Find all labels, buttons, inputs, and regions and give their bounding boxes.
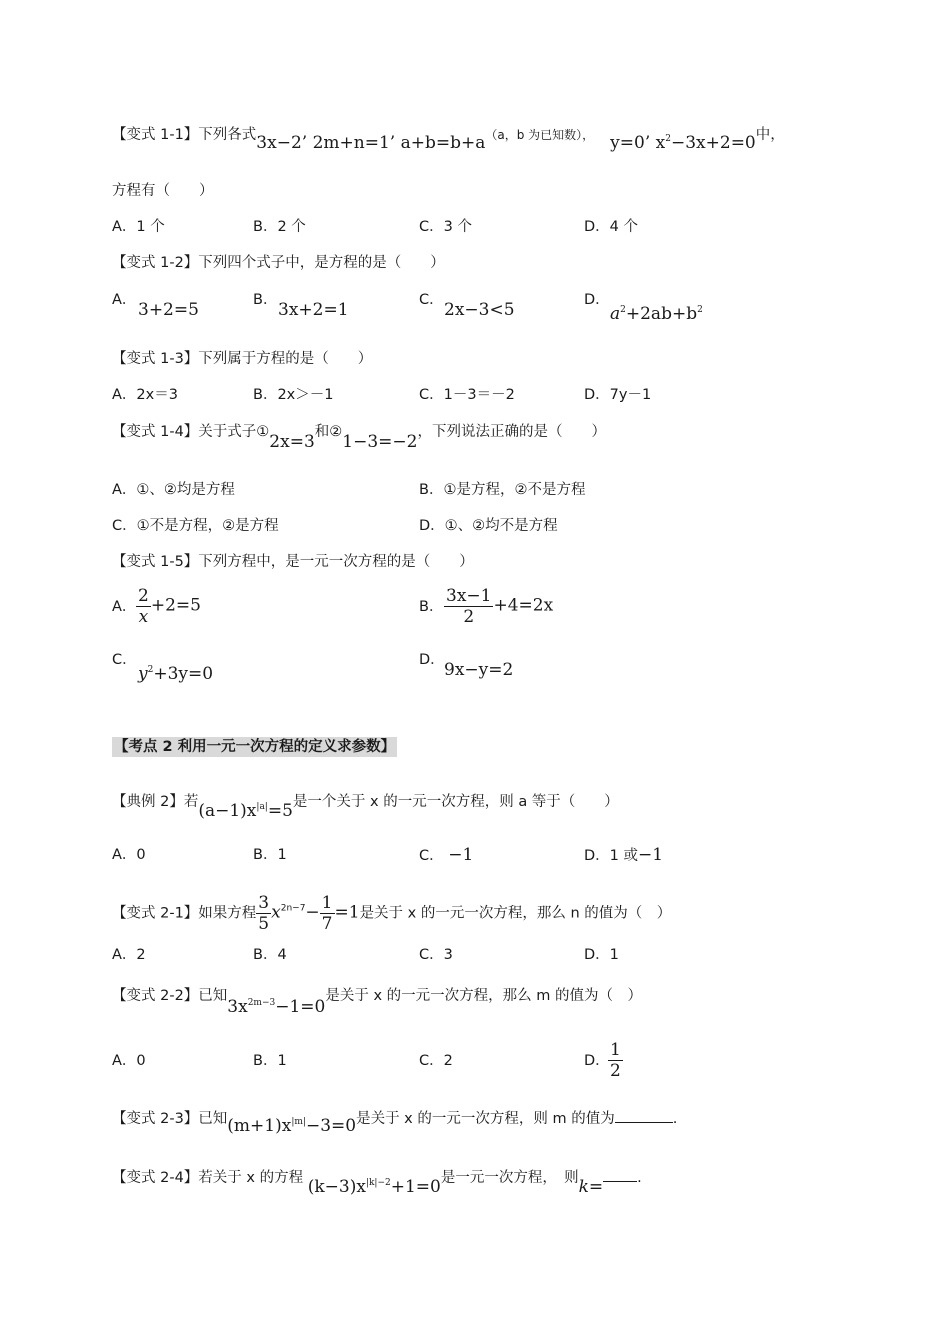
option-b: B． — [419, 599, 444, 615]
variant-tag: 【变式 1-2】 — [112, 255, 199, 271]
variant-tag: 【变式 1-3】 — [112, 351, 199, 367]
option-a: A．2x＝3 — [112, 387, 178, 403]
option-b: B．2x＞－1 — [253, 387, 334, 403]
variant-tag: 【变式 1-1】 — [112, 127, 199, 143]
option-b: B．2 个 — [253, 219, 306, 235]
math-expr: $(a-1)x^{|a|}=5$ — [198, 801, 293, 821]
option-d: D．4 个 — [584, 219, 638, 235]
variant-2-2-line: 【变式 2-2】已知$3x^{2m-3}-1=0$是关于 x 的一元一次方程，那么 m 的值为（ ） — [112, 988, 642, 1017]
answer-blank[interactable] — [603, 1167, 637, 1182]
variant-1-1-line: 【变式 1-1】下列各式3x−2’ 2m+n=1’ a+b=b+a（a，b 为已知数）， y=0’ $x^2-3x+2=0$中， — [112, 127, 785, 153]
math-expr: y=0 — [610, 133, 645, 153]
math-expr: 2x=3 — [269, 432, 315, 452]
option-c: C． −1 — [419, 845, 474, 865]
option-c: C．①不是方程，②是方程 — [112, 518, 279, 534]
math-expr: 3x−2 — [256, 133, 302, 153]
variant-tag: 【变式 2-3】 — [112, 1111, 199, 1127]
fraction: $\frac{1}{7}$ — [321, 893, 333, 934]
option-a: A． — [112, 599, 137, 615]
option-a: A．①、②均是方程 — [112, 482, 235, 498]
option-d: D．1 — [584, 947, 619, 963]
option-d: D．1 或−1 — [584, 845, 664, 865]
option-b: B． — [253, 292, 278, 308]
option-c: C．2 — [419, 1053, 453, 1069]
option-c: C．3 个 — [419, 219, 472, 235]
option-a: A．1 个 — [112, 219, 165, 235]
option-c: C．1－3＝－2 — [419, 387, 515, 403]
math-expr: $3x^{2m-3}-1=0$ — [227, 997, 326, 1017]
option-b: B．1 — [253, 847, 287, 863]
option-d: D． — [584, 1053, 610, 1069]
option-d: D．①、②均不是方程 — [419, 518, 558, 534]
variant-1-5-line: 【变式 1-5】下列方程中，是一元一次方程的是（ ） — [112, 554, 474, 570]
variant-tag: 【变式 2-1】 — [112, 905, 199, 922]
option-a: A． — [112, 292, 137, 308]
fraction: $\frac{1}{2}$ — [610, 1040, 621, 1081]
math-expr: 1−3=−2 — [342, 432, 418, 452]
math-expr: $(k-3)x^{|k|-2}+1=0$ — [307, 1177, 441, 1197]
option-d: D．7y－1 — [584, 387, 652, 403]
option-d-expr: $a^2+2ab+b^2$ — [610, 304, 703, 324]
option-d: D． — [584, 292, 610, 308]
variant-2-3-line: 【变式 2-3】已知$(m+1)x^{|m|}-3=0$是关于 x 的一元一次方程，则 m 的值为 . — [112, 1104, 677, 1129]
math-expr: a+b=b+a — [400, 133, 486, 153]
variant-1-2-line: 【变式 1-2】下列四个式子中，是方程的是（ ） — [112, 255, 445, 271]
math-expr: $(m+1)x^{|m|}-3=0$ — [227, 1116, 357, 1136]
variant-tag: 【变式 2-4】 — [112, 1170, 199, 1186]
option-a: A．0 — [112, 1053, 146, 1069]
example-tag: 【典例 2】 — [112, 794, 184, 810]
option-a: A．2 — [112, 947, 146, 963]
option-a-expr: $\frac{2}{x}$ +2=5 — [138, 586, 201, 627]
option-b: B．4 — [253, 947, 287, 963]
option-b: B．1 — [253, 1053, 287, 1069]
math-expr: $x^2-3x+2=0$ — [655, 133, 756, 153]
variant-2-4-line: 【变式 2-4】若关于 x 的方程 $(k-3)x^{|k|-2}+1=0$是一元一次方程， 则k= . — [112, 1163, 642, 1188]
option-a: A．0 — [112, 847, 146, 863]
option-a-expr: 3+2=5 — [138, 300, 199, 320]
math-expr: k= — [578, 1177, 604, 1197]
section-heading: 【考点 2 利用一元一次方程的定义求参数】 — [114, 739, 396, 755]
variant-tag: 【变式 2-2】 — [112, 988, 199, 1004]
option-b-expr: $\frac{3x-1}{2}$ +4=2x — [446, 586, 554, 627]
variant-tag: 【变式 1-4】 — [112, 424, 199, 440]
math-expr: 2m+n=1 — [312, 133, 390, 153]
variant-1-4-line: 【变式 1-4】关于式子①2x=3和②1−3=−2，下列说法正确的是（ ） — [112, 424, 606, 452]
fraction: $\frac{3x-1}{2}$ — [446, 586, 492, 627]
option-c: C． — [112, 652, 137, 668]
option-c-expr: $y^2+3y=0$ — [138, 664, 214, 684]
option-d-expr: 9x−y=2 — [444, 660, 514, 680]
option-b: B．①是方程，②不是方程 — [419, 482, 586, 498]
option-c-expr: 2x−3<5 — [444, 300, 515, 320]
fraction: $\frac{3}{5}$ — [258, 893, 270, 934]
answer-blank[interactable] — [615, 1108, 673, 1123]
variant-1-3-line: 【变式 1-3】下列属于方程的是（ ） — [112, 351, 373, 367]
variant-tag: 【变式 1-5】 — [112, 554, 199, 570]
option-c: C． — [419, 292, 444, 308]
variant-2-1-line: 【变式 2-1】如果方程 $\frac{3}{5}$ $x^{2n-7}-$ $\frac{1}{7}$ =1是关于 x 的一元一次方程，那么 n 的值为（ ） — [112, 893, 672, 934]
variant-1-1-question: 方程有（ ） — [112, 183, 214, 199]
option-b-expr: 3x+2=1 — [278, 300, 349, 320]
option-d-expr — [608, 1040, 623, 1081]
option-c: C．3 — [419, 947, 453, 963]
fraction: $\frac{2}{x}$ — [138, 586, 149, 627]
example-2-line: 【典例 2】若$(a-1)x^{|a|}=5$是一个关于 x 的一元一次方程，则 a 等于（ ） — [112, 794, 619, 821]
option-d: D． — [419, 652, 445, 668]
